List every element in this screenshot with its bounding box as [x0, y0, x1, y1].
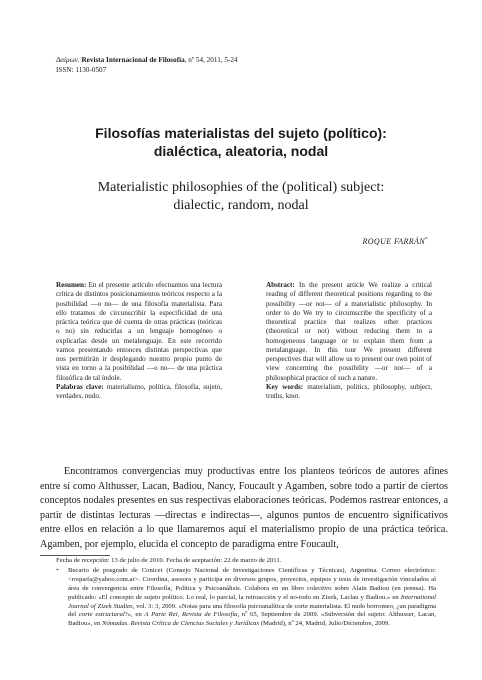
- author-footnote: [56, 567, 436, 629]
- footnote-text-4: , nº 65, Septiembre de 2009. «Subversión del sujeto: Althusser, Lacan, Badiou», en: [68, 611, 437, 628]
- journal-citation: [56, 55, 436, 65]
- title-spanish-line-1: Filosofías materialistas del sujeto (político):: [95, 125, 387, 141]
- abstract-spanish-text: En el presente artículo efectuamos una lectura crítica de distintos posicionamientos teóricos respecto a la posibilidad —o no— de una filosofía materialista. Para ello tratamos de circunscribir la especificidad de una práctica teórica que dé cuenta de otras prácticas (teóricas o no) sin reducirlas a un lenguaje homogéneo o explicarlas desde un metalenguaje. En este recorrido vamos presentando entonces distintas perspectivas que nos permitirán ir desplegando nuestro propio punto de vista en torno a la posibilidad —o no— de una práctica filosófica de tal índole.: [56, 281, 222, 382]
- footnote-mark: *: [56, 567, 59, 574]
- body-paragraph: Encontramos convergencias muy productivas entre los planteos teóricos de autores afines entre sí como Althusser, Lacan, Badiou, Nancy, Foucault y Agamben, sobre todo a partir de ciertos conceptos nodales presentes en sus respectivas elaboraciones teóricas. Podemos rastrear entonces, a partir de distintas lecturas —directas e indirectas—, algunos puntos de encuentro significativos entre ellos en relación a lo que llamaremos aquí el materialismo propio de una práctica teórica. Agamben, por ejemplo, elucida el concepto de paradigma entre Foucault,: [40, 466, 448, 550]
- footnotes: [56, 557, 436, 629]
- footnote-text-5: (Madrid), nº 24, Madrid, Julio/Diciembre, 2009.: [259, 620, 390, 628]
- keywords-spanish-label: Palabras clave:: [56, 382, 104, 391]
- footnote-citation-1: International Journal of Zizek Studies: [68, 593, 436, 610]
- footnote-text-3: ?», en: [124, 611, 145, 619]
- journal-header: [56, 55, 436, 75]
- title-english-line-2: dialectic, random, nodal: [173, 198, 309, 213]
- journal-name: Revista Internacional de Filosofía: [81, 56, 185, 64]
- abstract-spanish-label: Resumen:: [56, 281, 87, 289]
- title-spanish: [40, 124, 442, 160]
- keywords-english-label: Key words:: [266, 382, 304, 391]
- keywords-spanish-text: materialismo, política, filosofía, sujeto, verdades, nudo.: [56, 382, 222, 400]
- footnote-citation-2: corte estructural: [78, 611, 125, 619]
- reception-dates: Fecha de recepción: 13 de julio de 2010. Fecha de aceptación: 22 de marzo de 2011.: [56, 557, 282, 564]
- abstract-english: [266, 281, 432, 401]
- abstract-english-text: In the present article We realize a critical reading of different theoretical positions regarding to the possibility —or not— of a materialistic philosophy. In order to do We try to circumscribe the specificity of a theoretical practice that realizes other practices (theoretical or not) without reducing them to a homogeneous language or to explain them from a metalanguage. In this tour We present different perspectives that will allow us to present our own point of view concerning the possibility —or not— of a philosophical practice of such a nature.: [266, 281, 432, 382]
- journal-greek-name: Δαίμων.: [56, 56, 80, 64]
- title-english: [40, 179, 442, 215]
- abstract-spanish: [56, 281, 222, 401]
- author: [270, 237, 428, 246]
- footnote-divider: [40, 555, 110, 556]
- author-name: ROQUE FARRÁN: [362, 237, 426, 246]
- title-spanish-line-2: dialéctica, aleatoria, nodal: [153, 143, 329, 159]
- abstract-english-body: [266, 281, 432, 383]
- footnote-text-2: , vol. 3: 3, 2009. «Notas para una filosofía psicoanalítica de corte materialista. El nudo borromeo, ¿un paradigma del: [68, 602, 436, 619]
- abstract-spanish-body: [56, 281, 222, 383]
- author-footnote-mark: *: [425, 237, 428, 243]
- footnote-citation-4: Nómadas. Revista Crítica de Ciencias Sociales y Jurídicas: [102, 620, 260, 628]
- title-english-line-1: Materialistic philosophies of the (political) subject:: [97, 180, 385, 195]
- footnote-text-1: Becario de posgrado de Conicet (Consejo Nacional de Investigaciones Científicas y Técnicas), Argentina. Correo electrónico: <roquefa@yahoo.com.ar>. Coordina, asesora y participa en diversos grupos, proyectos, equipos y tesis de investigación vinculados al área de convergencia entre Filosofía, Política y Psicoanálisis. Colabora en un libro colectivo sobre Alain Badiou (en prensa). Ha publicado: «El concepto de sujeto político. Lo real, lo parcial, la retroacción y el no-todo en Zizek, Laclau y Badiou.» en: [68, 566, 436, 601]
- keywords-english: [266, 383, 432, 402]
- journal-issue: , nº 54, 2011, 5-24: [184, 56, 238, 64]
- keywords-spanish: [56, 383, 222, 402]
- footnote-citation-3: A Parte Rei, Revista de Filosofía: [144, 611, 238, 619]
- journal-issn: ISSN: 1130-0507: [56, 66, 107, 74]
- keywords-english-text: materialism, politics, philosophy, subject, truths, knot.: [266, 382, 432, 400]
- abstract-english-label: Abstract:: [266, 281, 295, 289]
